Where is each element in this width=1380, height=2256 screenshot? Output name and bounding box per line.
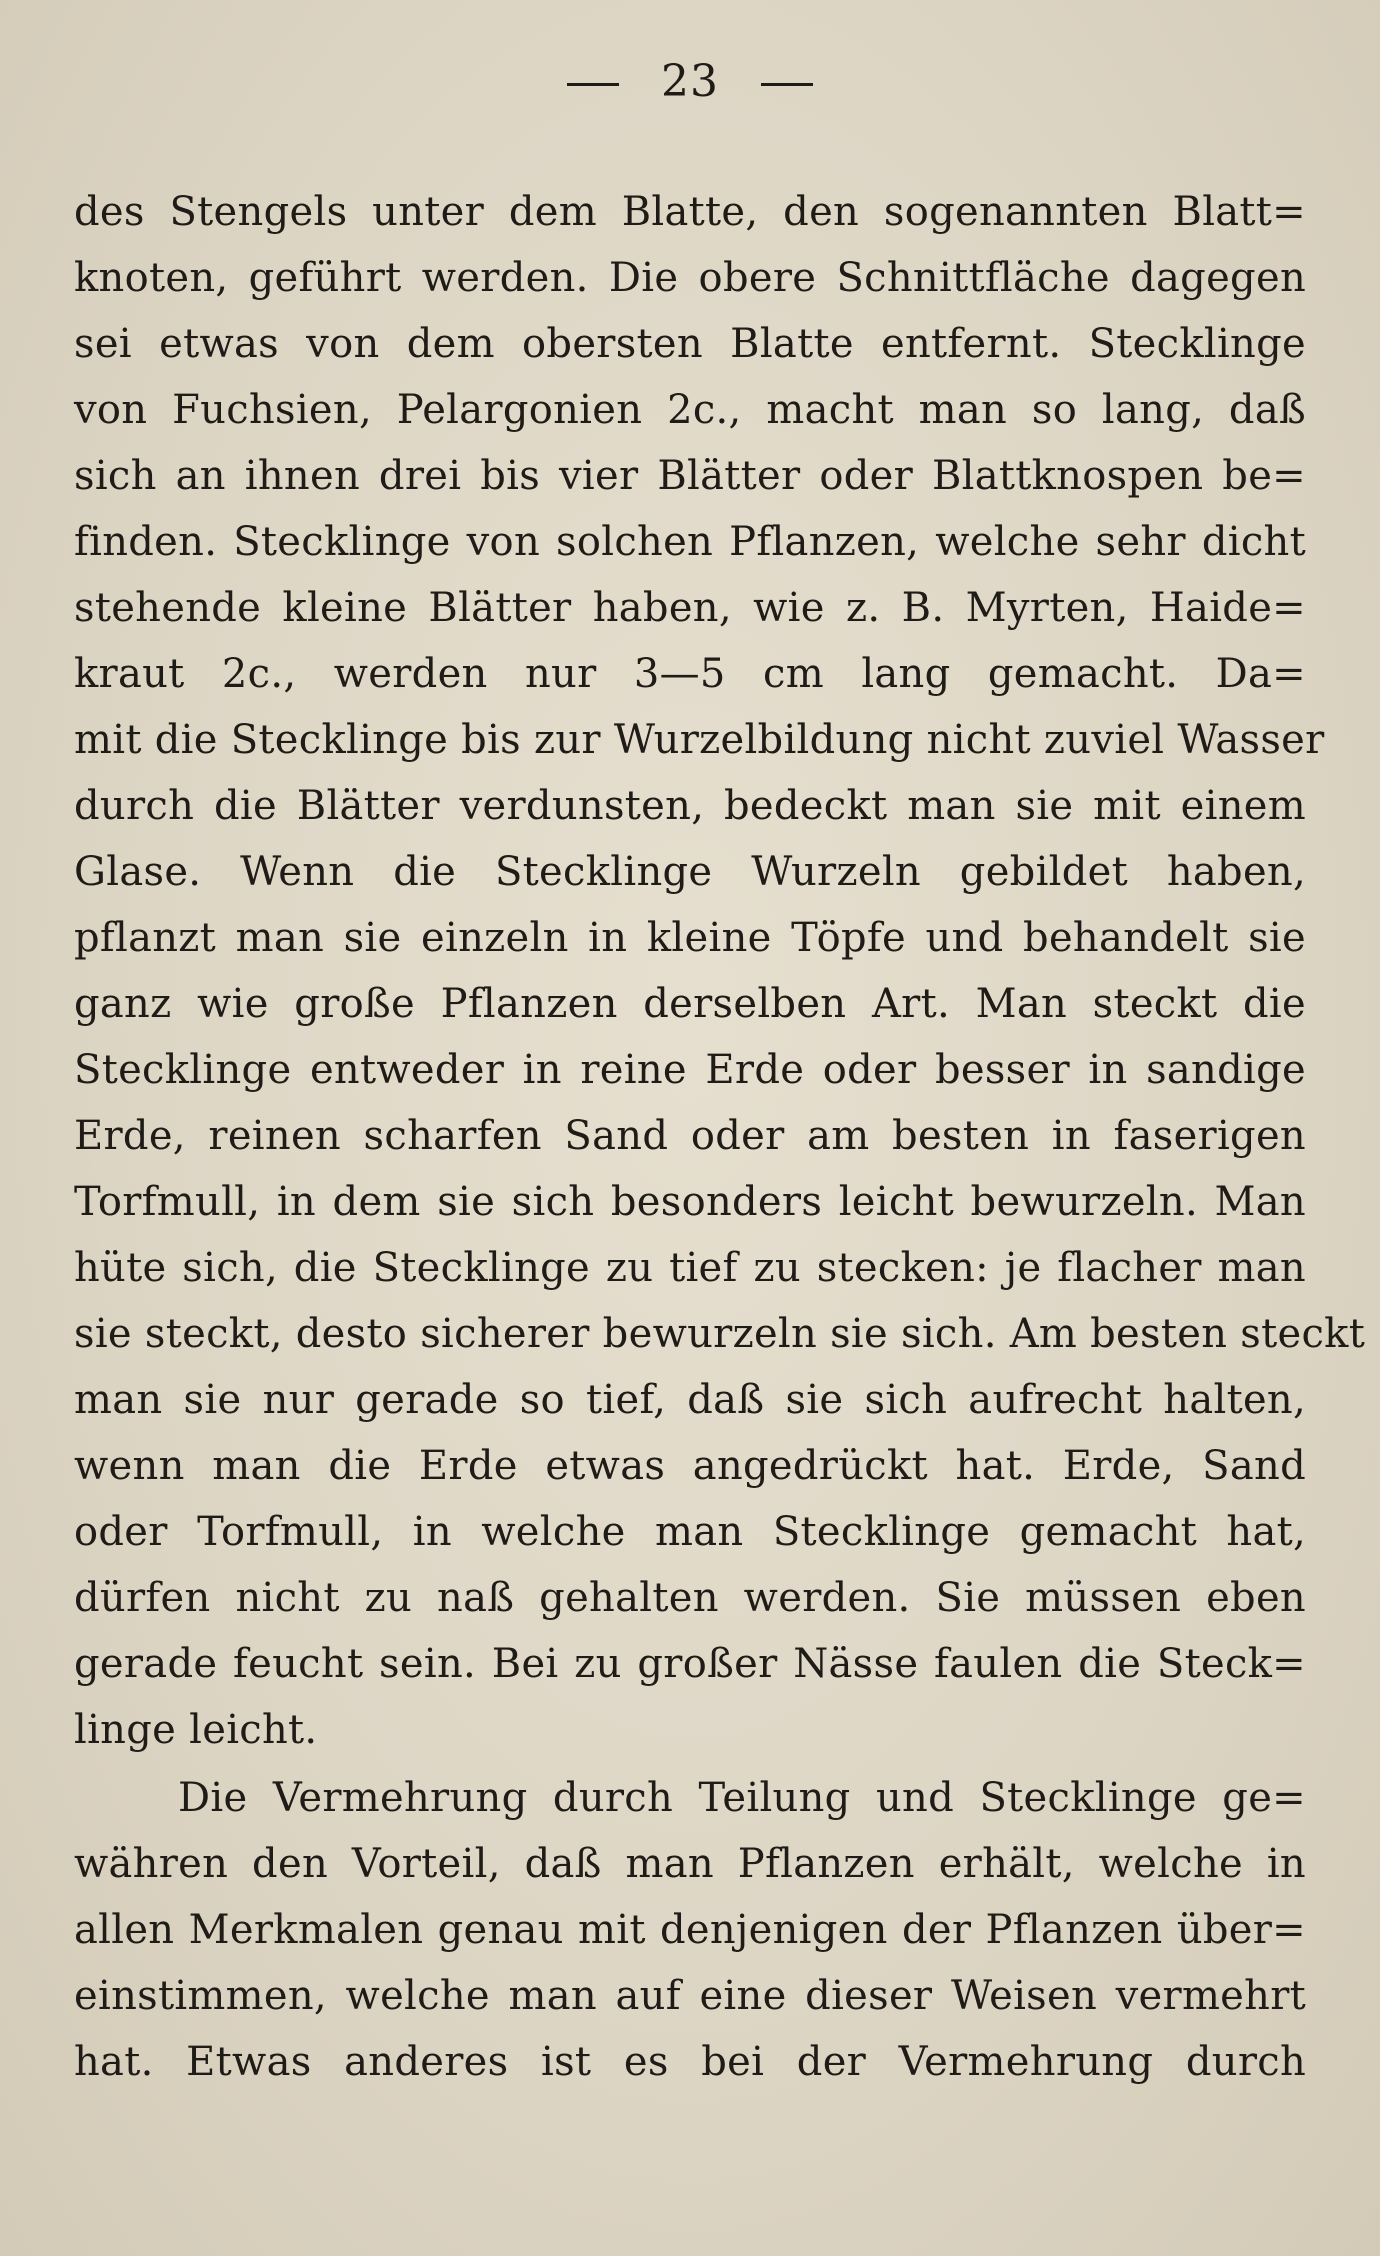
text-line: sei etwas von dem obersten Blatte entfernt. Stecklinge bbox=[74, 321, 1306, 367]
page-number: 23 bbox=[661, 56, 719, 107]
text-line: Stecklinge entweder in reine Erde oder besser in sandige bbox=[74, 1047, 1306, 1093]
text-line: oder Torfmull, in welche man Stecklinge gemacht hat, bbox=[74, 1509, 1306, 1555]
text-line: hüte sich, die Stecklinge zu tief zu stecken: je flacher man bbox=[74, 1245, 1306, 1291]
text-line: Die Vermehrung durch Teilung und Stecklinge ge= bbox=[178, 1775, 1306, 1821]
paragraph-2 bbox=[74, 1765, 1306, 2095]
text-line: sich an ihnen drei bis vier Blätter oder Blattknospen be= bbox=[74, 453, 1306, 499]
text-line: währen den Vorteil, daß man Pflanzen erhält, welche in bbox=[74, 1841, 1306, 1887]
text-line: durch die Blätter verdunsten, bedeckt man sie mit einem bbox=[74, 783, 1306, 829]
text-line: hat. Etwas anderes ist es bei der Vermehrung durch bbox=[74, 2039, 1306, 2085]
text-line: knoten, geführt werden. Die obere Schnittfläche dagegen bbox=[74, 255, 1306, 301]
text-line: kraut 2c., werden nur 3—5 cm lang gemacht. Da= bbox=[74, 651, 1306, 697]
text-line: Torfmull, in dem sie sich besonders leicht bewurzeln. Man bbox=[74, 1179, 1306, 1225]
text-line: Erde, reinen scharfen Sand oder am besten in faserigen bbox=[74, 1113, 1306, 1159]
text-line: finden. Stecklinge von solchen Pflanzen, welche sehr dicht bbox=[74, 519, 1306, 565]
text-line: man sie nur gerade so tief, daß sie sich aufrecht halten, bbox=[74, 1377, 1306, 1423]
text-line: des Stengels unter dem Blatte, den sogenannten Blatt= bbox=[74, 189, 1306, 235]
text-line: von Fuchsien, Pelargonien 2c., macht man so lang, daß bbox=[74, 387, 1306, 433]
text-line: gerade feucht sein. Bei zu großer Nässe faulen die Steck= bbox=[74, 1641, 1306, 1687]
paragraph-1 bbox=[74, 179, 1366, 1763]
header-dash-left bbox=[567, 83, 619, 86]
text-line: einstimmen, welche man auf eine dieser Weisen vermehrt bbox=[74, 1973, 1306, 2019]
page-header bbox=[0, 52, 1380, 112]
text-line: stehende kleine Blätter haben, wie z. B. Myrten, Haide= bbox=[74, 585, 1306, 631]
text-line: pflanzt man sie einzeln in kleine Töpfe und behandelt sie bbox=[74, 915, 1306, 961]
text-line: ganz wie große Pflanzen derselben Art. Man steckt die bbox=[74, 981, 1306, 1027]
text-line: wenn man die Erde etwas angedrückt hat. Erde, Sand bbox=[74, 1443, 1306, 1489]
text-line: allen Merkmalen genau mit denjenigen der Pflanzen über= bbox=[74, 1907, 1306, 1953]
text-line: Glase. Wenn die Stecklinge Wurzeln gebildet haben, bbox=[74, 849, 1306, 895]
text-line: mit die Stecklinge bis zur Wurzelbildung nicht zuviel Wasser bbox=[74, 717, 1325, 763]
text-line: sie steckt, desto sicherer bewurzeln sie sich. Am besten steckt bbox=[74, 1311, 1366, 1357]
text-line: dürfen nicht zu naß gehalten werden. Sie müssen eben bbox=[74, 1575, 1306, 1621]
text-line: linge leicht. bbox=[74, 1707, 318, 1753]
header-dash-right bbox=[761, 83, 813, 86]
